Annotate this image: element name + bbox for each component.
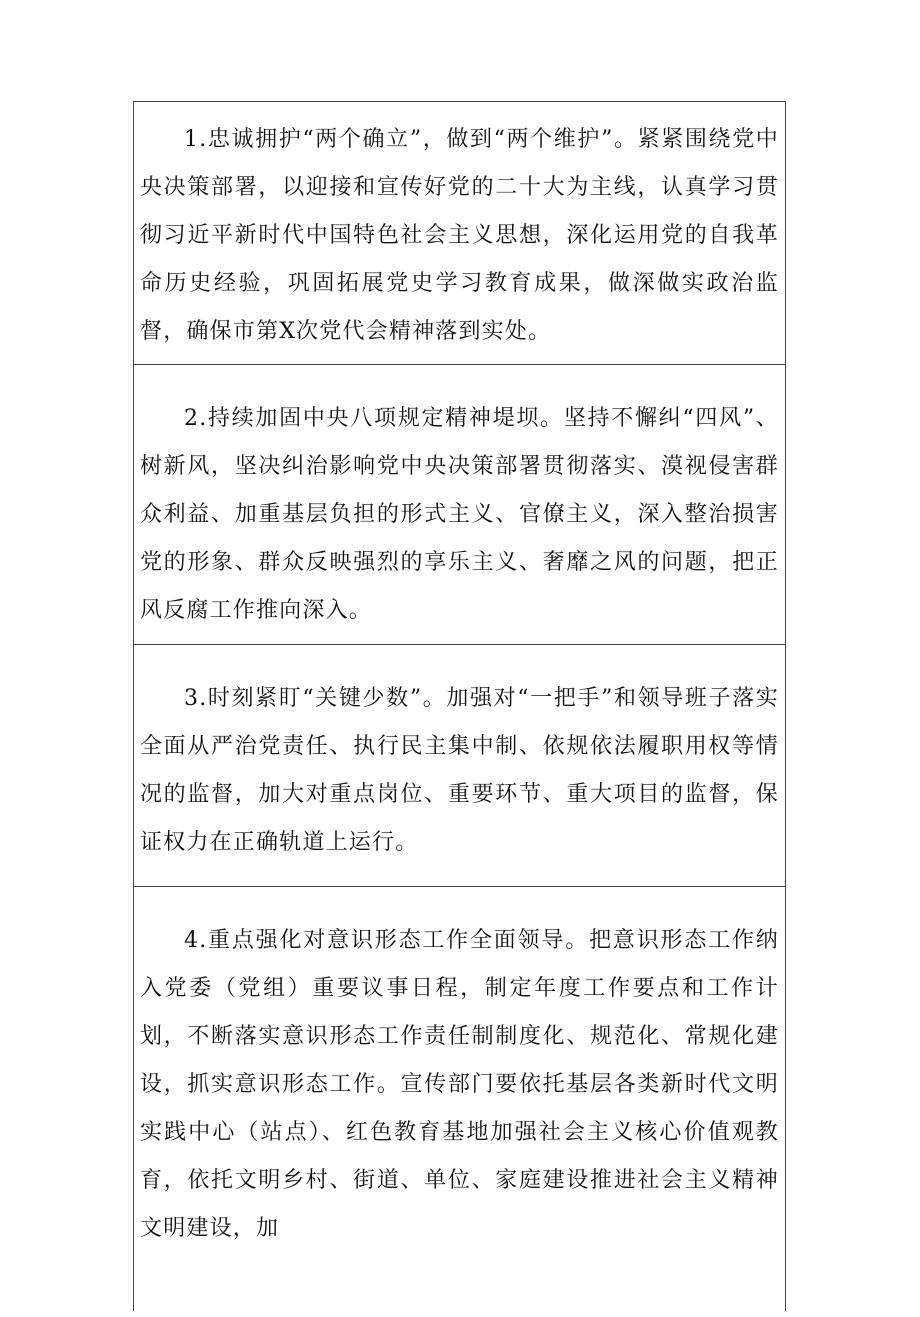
table-cell-2	[134, 365, 785, 645]
document-table	[133, 101, 786, 1311]
paragraph-2-number: 2.	[184, 406, 208, 431]
paragraph-1-number: 1.	[184, 127, 208, 152]
paragraph-3-text: 时刻紧盯“关键少数”。加强对“一把手”和领导班子落实全面从严治党责任、执行民主集中制、依规依法履职用权等情况的监督，加大对重点岗位、重要环节、重大项目的监督，保证权力在正确轨道上运行。	[140, 686, 779, 855]
paragraph-1-text: 忠诚拥护“两个确立”，做到“两个维护”。紧紧围绕党中央决策部署，以迎接和宣传好党的二十大为主线，认真学习贯彻习近平新时代中国特色社会主义思想，深化运用党的自我革命历史经验，巩固拓展党史学习教育成果，做深做实政治监督，确保市第X次党代会精神落到实处。	[140, 127, 779, 344]
paragraph-4-number: 4.	[184, 928, 208, 953]
table-cell-4	[134, 887, 785, 1317]
paragraph-2	[140, 395, 779, 635]
paragraph-1	[140, 116, 779, 356]
paragraph-3	[140, 675, 779, 867]
table-cell-3	[134, 645, 785, 887]
paragraph-2-text: 持续加固中央八项规定精神堤坝。坚持不懈纠“四风”、树新风，坚决纠治影响党中央决策部署贯彻落实、漠视侵害群众利益、加重基层负担的形式主义、官僚主义，深入整治损害党的形象、群众反映强烈的享乐主义、奢靡之风的问题，把正风反腐工作推向深入。	[140, 406, 779, 623]
paragraph-4	[140, 917, 779, 1253]
table-cell-1	[134, 102, 785, 365]
paragraph-3-number: 3.	[184, 686, 208, 711]
paragraph-4-text: 重点强化对意识形态工作全面领导。把意识形态工作纳入党委（党组）重要议事日程，制定年度工作要点和工作计划，不断落实意识形态工作责任制制度化、规范化、常规化建设，抓实意识形态工作。宣传部门要依托基层各类新时代文明实践中心（站点）、红色教育基地加强社会主义核心价值观教育，依托文明乡村、街道、单位、家庭建设推进社会主义精神文明建设，加	[140, 928, 779, 1241]
